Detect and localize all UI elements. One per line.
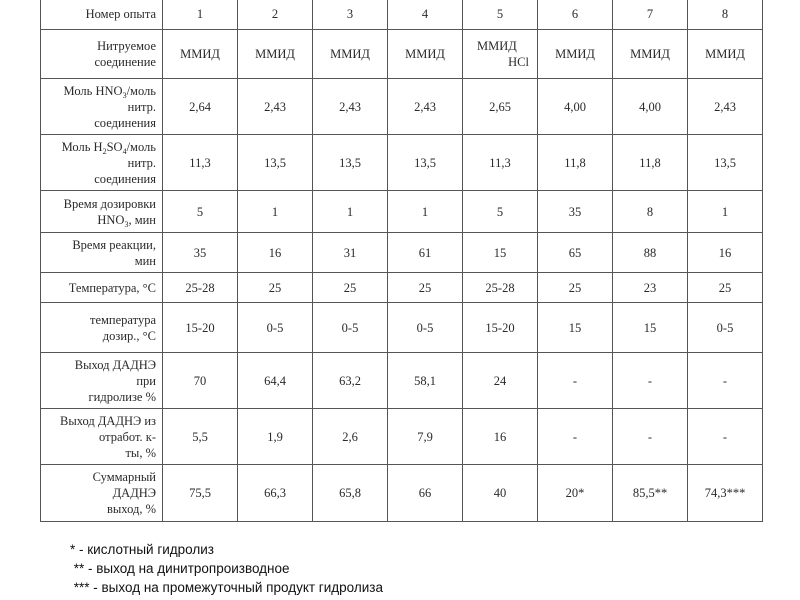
table-cell: 61 <box>388 233 463 273</box>
table-cell: 31 <box>313 233 388 273</box>
table-cell: 8 <box>613 191 688 233</box>
table-cell: 13,5 <box>238 135 313 191</box>
row-label-line: нитр. <box>127 99 156 114</box>
table-cell: 24 <box>463 353 538 409</box>
table-cell: 35 <box>163 233 238 273</box>
table-cell: ММИД <box>688 30 763 79</box>
table-row <box>41 79 763 135</box>
table-cell: 40 <box>463 465 538 522</box>
table-cell: 25 <box>238 273 313 303</box>
table-cell: ММИД <box>313 30 388 79</box>
column-header: 4 <box>388 0 463 30</box>
row-label <box>41 353 163 409</box>
table-cell: 15 <box>463 233 538 273</box>
row-label-line: Время дозировки <box>63 196 156 211</box>
table-cell: 1,9 <box>238 409 313 465</box>
table-cell: 11,3 <box>163 135 238 191</box>
table-cell: 11,8 <box>613 135 688 191</box>
table-cell: 15-20 <box>463 303 538 353</box>
table-row <box>41 135 763 191</box>
table-cell: 25 <box>538 273 613 303</box>
row-label <box>41 135 163 191</box>
row-label-line: соединения <box>94 115 156 130</box>
row-label-line: нитр. <box>127 155 156 170</box>
table-cell: 13,5 <box>388 135 463 191</box>
table-cell: 25 <box>313 273 388 303</box>
row-label <box>41 465 163 522</box>
table-cell: 11,8 <box>538 135 613 191</box>
row-label <box>41 273 163 303</box>
table-cell: 2,43 <box>688 79 763 135</box>
row-label-line: Выход ДАДНЭ <box>74 357 156 372</box>
footnotes <box>70 540 383 597</box>
column-header: 3 <box>313 0 388 30</box>
table-cell: - <box>688 353 763 409</box>
row-label-line: Суммарный <box>92 470 156 484</box>
table-cell: - <box>538 353 613 409</box>
table-cell: 65,8 <box>313 465 388 522</box>
table-row <box>41 30 763 79</box>
column-header: 7 <box>613 0 688 30</box>
row-label-line: Температура, °С <box>68 280 156 295</box>
compound-line: ММИД <box>477 39 517 53</box>
table-cell: 1 <box>313 191 388 233</box>
row-label-line: соединение <box>94 55 156 69</box>
table-cell: 5 <box>463 191 538 233</box>
table-cell: - <box>613 409 688 465</box>
column-header: 5 <box>463 0 538 30</box>
table-cell: ММИД <box>613 30 688 79</box>
table-cell: 2,43 <box>388 79 463 135</box>
table-row <box>41 191 763 233</box>
row-label <box>41 233 163 273</box>
column-header: 8 <box>688 0 763 30</box>
table-cell: 2,64 <box>163 79 238 135</box>
table-cell: 2,65 <box>463 79 538 135</box>
row-label-line: Нитруемое <box>97 39 156 53</box>
table-cell: 23 <box>613 273 688 303</box>
table-cell: 66 <box>388 465 463 522</box>
table-cell: 13,5 <box>688 135 763 191</box>
row-label <box>41 79 163 135</box>
table-row <box>41 233 763 273</box>
table-cell: 4,00 <box>613 79 688 135</box>
footnote: * - кислотный гидролиз <box>70 542 214 557</box>
table-row <box>41 409 763 465</box>
table-cell: 4,00 <box>538 79 613 135</box>
table-cell: ММИД <box>538 30 613 79</box>
row-label-line: ты, % <box>125 445 156 460</box>
row-label <box>41 30 163 79</box>
table-cell: 65 <box>538 233 613 273</box>
compound-line: HCl <box>508 55 529 69</box>
table-cell: 16 <box>688 233 763 273</box>
table-cell: 64,4 <box>238 353 313 409</box>
table-cell: - <box>688 409 763 465</box>
header-label: Номер опыта <box>41 0 163 30</box>
table-cell: 75,5 <box>163 465 238 522</box>
row-label <box>41 303 163 353</box>
table-cell: 15 <box>538 303 613 353</box>
table-cell: 25 <box>388 273 463 303</box>
table-cell: 85,5** <box>613 465 688 522</box>
table-cell: 58,1 <box>388 353 463 409</box>
footnote: *** - выход на промежуточный продукт гидролиза <box>70 580 383 595</box>
table-cell: 35 <box>538 191 613 233</box>
table-cell: 20* <box>538 465 613 522</box>
table-cell: 15-20 <box>163 303 238 353</box>
row-label-line: температура <box>90 312 156 327</box>
table-row <box>41 273 763 303</box>
table-cell: 1 <box>388 191 463 233</box>
table-cell: 11,3 <box>463 135 538 191</box>
table-cell: 2,43 <box>238 79 313 135</box>
table-cell: 5 <box>163 191 238 233</box>
table-cell: 0-5 <box>388 303 463 353</box>
table-cell: 0-5 <box>313 303 388 353</box>
table-cell: 70 <box>163 353 238 409</box>
row-label-formula: $HNO_3$, мин <box>97 212 156 229</box>
table-cell: 16 <box>463 409 538 465</box>
table-cell: 2,6 <box>313 409 388 465</box>
table-cell: 25-28 <box>163 273 238 303</box>
table-cell: 13,5 <box>313 135 388 191</box>
table-row <box>41 353 763 409</box>
header-row <box>41 0 763 30</box>
table-cell: 16 <box>238 233 313 273</box>
row-label-formula: Моль $HNO_3$/моль <box>63 83 156 100</box>
table-cell: 25 <box>688 273 763 303</box>
table-cell: 88 <box>613 233 688 273</box>
table-cell: 66,3 <box>238 465 313 522</box>
table-cell: - <box>613 353 688 409</box>
row-label-line: ДАДНЭ <box>112 486 156 500</box>
table-cell <box>463 30 538 79</box>
experiment-table <box>40 0 763 522</box>
row-label-line: мин <box>134 253 156 268</box>
table-cell: 5,5 <box>163 409 238 465</box>
table-cell: 7,9 <box>388 409 463 465</box>
row-label <box>41 409 163 465</box>
table-cell: ММИД <box>388 30 463 79</box>
row-label-line: соединения <box>94 171 156 186</box>
row-label-line: гидролизе % <box>88 389 156 404</box>
column-header: 6 <box>538 0 613 30</box>
row-label <box>41 191 163 233</box>
row-label-line: Время реакции, <box>72 237 156 252</box>
table-cell: 0-5 <box>238 303 313 353</box>
row-label-line: отработ. к- <box>99 429 156 444</box>
row-label-line: при <box>136 373 156 388</box>
table-cell: 15 <box>613 303 688 353</box>
table-cell: ММИД <box>238 30 313 79</box>
table-cell: 0-5 <box>688 303 763 353</box>
row-label-formula: Моль $H_2SO_4$/моль <box>61 139 156 156</box>
column-header: 1 <box>163 0 238 30</box>
table-cell: 25-28 <box>463 273 538 303</box>
table-cell: ММИД <box>163 30 238 79</box>
table-row <box>41 303 763 353</box>
table-cell: 63,2 <box>313 353 388 409</box>
row-label-line: дозир., °С <box>102 328 156 343</box>
table-row <box>41 465 763 522</box>
table-cell: 2,43 <box>313 79 388 135</box>
row-label-line: Выход ДАДНЭ из <box>60 413 156 428</box>
table-cell: 74,3*** <box>688 465 763 522</box>
table-cell: 1 <box>238 191 313 233</box>
table-cell: - <box>538 409 613 465</box>
footnote: ** - выход на динитропроизводное <box>70 561 290 576</box>
table-cell: 1 <box>688 191 763 233</box>
column-header: 2 <box>238 0 313 30</box>
row-label-line: выход, % <box>107 502 156 516</box>
